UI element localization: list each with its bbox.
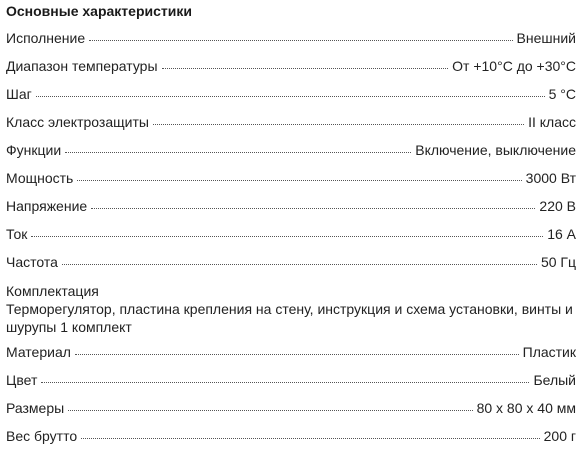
package-block	[6, 282, 576, 336]
spec-label: Шаг	[6, 86, 32, 102]
dot-leader	[91, 208, 535, 209]
spec-value: Включение, выключение	[415, 142, 576, 158]
package-text: Терморегулятор, пластина крепления на стену, инструкция и схема установки, винты и шурупы 1 комплект	[6, 301, 573, 335]
spec-row-functions	[6, 142, 576, 164]
spec-row-dimensions	[6, 400, 576, 422]
spec-value: 80 х 80 х 40 мм	[476, 400, 576, 416]
spec-label: Размеры	[6, 400, 65, 416]
dot-leader	[89, 40, 512, 41]
spec-value: Пластик	[522, 344, 576, 360]
package-label: Комплектация	[6, 283, 99, 299]
spec-label: Вес брутто	[6, 428, 78, 444]
spec-label: Материал	[6, 344, 71, 360]
spec-label: Ток	[6, 226, 28, 242]
dot-leader	[75, 354, 519, 355]
spec-row-color	[6, 372, 576, 394]
spec-label: Напряжение	[6, 198, 88, 214]
spec-row-execution	[6, 30, 576, 52]
spec-label: Диапазон температуры	[6, 58, 158, 74]
spec-label: Цвет	[6, 372, 38, 388]
spec-value: Внешний	[516, 30, 576, 46]
spec-value: 200 г	[543, 428, 576, 444]
spec-value: 3000 Вт	[525, 170, 576, 186]
dot-leader	[153, 124, 524, 125]
dot-leader	[31, 236, 543, 237]
spec-row-protection-class	[6, 114, 576, 136]
dot-leader	[41, 382, 529, 383]
dot-leader	[62, 264, 537, 265]
spec-value: Белый	[533, 372, 576, 388]
spec-label: Класс электрозащиты	[6, 114, 149, 130]
spec-label: Частота	[6, 254, 58, 270]
spec-row-frequency	[6, 254, 576, 276]
dot-leader	[81, 438, 540, 439]
dot-leader	[68, 410, 472, 411]
spec-row-voltage	[6, 198, 576, 220]
dot-leader	[65, 152, 411, 153]
spec-row-temperature-range	[6, 58, 576, 80]
spec-row-step	[6, 86, 576, 108]
spec-value: От +10°C до +30°C	[452, 58, 576, 74]
spec-label: Функции	[6, 142, 62, 158]
spec-label: Исполнение	[6, 30, 86, 46]
dot-leader	[36, 96, 545, 97]
spec-label: Мощность	[6, 170, 74, 186]
spec-value: 50 Гц	[540, 254, 576, 270]
section-title: Основные характеристики	[6, 3, 192, 19]
spec-value: 5 °С	[548, 86, 576, 102]
spec-row-power	[6, 170, 576, 192]
spec-row-gross-weight	[6, 428, 576, 450]
dot-leader	[77, 180, 521, 181]
dot-leader	[162, 68, 449, 69]
spec-row-material	[6, 344, 576, 366]
spec-row-current	[6, 226, 576, 248]
spec-value: 16 А	[547, 226, 576, 242]
spec-value: II класс	[528, 114, 576, 130]
spec-value: 220 В	[539, 198, 576, 214]
